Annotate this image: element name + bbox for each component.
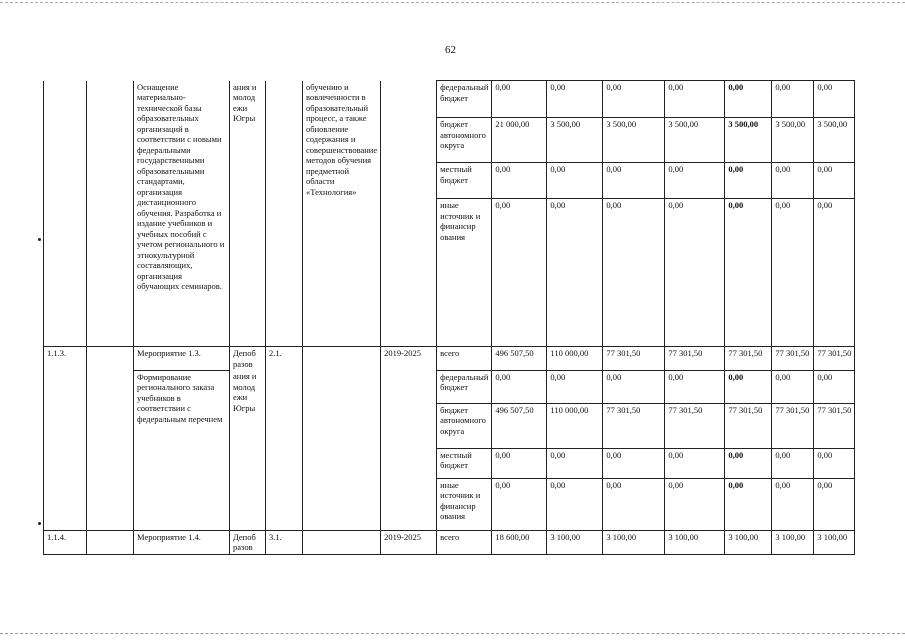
value-cell: 110 000,00 — [547, 347, 603, 371]
value-cell: 0,00 — [772, 163, 814, 199]
source-name: федеральный бюджет — [437, 370, 492, 403]
value-cell: 3 500,00 — [547, 118, 603, 163]
value-cell: 0,00 — [665, 478, 725, 530]
value-total: 496 507,50 — [492, 347, 547, 371]
value-cell: 0,00 — [725, 478, 772, 530]
activity-title: Мероприятие 1.4. — [134, 530, 230, 554]
value-cell: 77 301,50 — [772, 347, 814, 371]
indicator-text — [303, 530, 381, 554]
years-cell: 2019-2025 — [381, 530, 437, 554]
value-cell: 3 100,00 — [814, 530, 855, 554]
scan-dot — [38, 522, 41, 525]
years-cell — [381, 81, 437, 347]
value-cell: 3 500,00 — [814, 118, 855, 163]
value-cell: 0,00 — [603, 81, 665, 118]
value-cell: 0,00 — [814, 81, 855, 118]
value-cell: 0,00 — [725, 199, 772, 347]
value-cell: 110 000,00 — [547, 403, 603, 448]
value-cell: 0,00 — [547, 163, 603, 199]
value-cell: 3 100,00 — [772, 530, 814, 554]
value-cell: 77 301,50 — [814, 347, 855, 371]
scan-edge-top — [0, 2, 905, 3]
source-name: иные источник и финансир ования — [437, 199, 492, 347]
indicator-text: обучению и вовлеченности в образовательный процесс, а также обновление содержания и совершенствование методов обучения предметной области «Технология» — [303, 81, 381, 347]
source-name: местный бюджет — [437, 448, 492, 478]
executor: Депоб разов — [230, 347, 266, 371]
value-cell: 77 301,50 — [814, 403, 855, 448]
value-cell: 0,00 — [603, 199, 665, 347]
value-cell: 0,00 — [814, 448, 855, 478]
value-cell: 77 301,50 — [725, 403, 772, 448]
source-name: иные источник и финансир ования — [437, 478, 492, 530]
value-total: 21 000,00 — [492, 118, 547, 163]
row-number-cell: 1.1.3. — [44, 347, 87, 531]
value-total: 0,00 — [492, 448, 547, 478]
value-cell: 0,00 — [603, 370, 665, 403]
indicator-text — [303, 347, 381, 531]
source-name: местный бюджет — [437, 163, 492, 199]
table-row — [44, 347, 855, 371]
value-cell: 0,00 — [603, 448, 665, 478]
row-number-cell — [44, 81, 87, 347]
value-cell: 0,00 — [814, 370, 855, 403]
value-cell: 0,00 — [603, 163, 665, 199]
value-total: 0,00 — [492, 199, 547, 347]
value-cell: 0,00 — [814, 163, 855, 199]
value-total: 0,00 — [492, 81, 547, 118]
value-cell: 3 100,00 — [547, 530, 603, 554]
value-cell: 0,00 — [725, 163, 772, 199]
years-cell: 2019-2025 — [381, 347, 437, 531]
value-cell: 0,00 — [772, 199, 814, 347]
value-cell: 0,00 — [547, 81, 603, 118]
value-cell: 3 500,00 — [603, 118, 665, 163]
value-cell: 0,00 — [603, 478, 665, 530]
value-cell: 0,00 — [772, 478, 814, 530]
value-total: 0,00 — [492, 163, 547, 199]
executor: ания и молод ежи Югры — [230, 81, 266, 347]
value-cell: 0,00 — [665, 199, 725, 347]
source-name: всего — [437, 347, 492, 371]
value-cell: 77 301,50 — [665, 347, 725, 371]
executor: ания и молод ежи Югры — [230, 370, 266, 530]
value-cell: 77 301,50 — [665, 403, 725, 448]
value-cell: 3 500,00 — [725, 118, 772, 163]
value-cell: 0,00 — [814, 199, 855, 347]
executor: Депоб разов — [230, 530, 266, 554]
source-name: бюджет автономного округа — [437, 118, 492, 163]
value-cell: 0,00 — [665, 81, 725, 118]
link-cell — [266, 81, 303, 347]
value-cell: 0,00 — [665, 370, 725, 403]
value-cell: 0,00 — [725, 81, 772, 118]
value-cell: 3 100,00 — [603, 530, 665, 554]
value-cell: 0,00 — [665, 448, 725, 478]
scan-dot — [38, 238, 41, 241]
activity-name: Оснащение материально-технической базы образовательных организаций в соответствии с новыми федеральными государственными образовательными стандартами, организация дистанционного обучения. Разработка и издание учебников и учебных пособий с учетом регионального и этнокультурной составляющих, организация обучающих семинаров. — [134, 81, 230, 347]
value-cell: 77 301,50 — [603, 347, 665, 371]
row-number-cell: 1.1.4. — [44, 530, 87, 554]
value-cell: 3 100,00 — [665, 530, 725, 554]
value-cell: 77 301,50 — [603, 403, 665, 448]
link-cell: 2.1. — [266, 347, 303, 531]
value-cell: 3 500,00 — [665, 118, 725, 163]
page-number: 62 — [445, 44, 456, 56]
value-total: 18 600,00 — [492, 530, 547, 554]
empty-cell — [87, 347, 134, 531]
source-name: федеральный бюджет — [437, 81, 492, 118]
funding-table — [43, 80, 855, 555]
value-cell: 0,00 — [547, 370, 603, 403]
empty-cell — [87, 530, 134, 554]
value-cell: 0,00 — [547, 448, 603, 478]
activity-name: Формирование регионального заказа учебников в соответствии с федеральным перечнем — [134, 370, 230, 530]
value-cell: 3 100,00 — [725, 530, 772, 554]
value-cell: 0,00 — [772, 81, 814, 118]
value-cell: 77 301,50 — [725, 347, 772, 371]
value-cell: 0,00 — [725, 448, 772, 478]
scan-edge-bottom — [0, 633, 905, 634]
value-cell: 0,00 — [814, 478, 855, 530]
link-cell: 3.1. — [266, 530, 303, 554]
value-cell: 0,00 — [725, 370, 772, 403]
value-total: 496 507,50 — [492, 403, 547, 448]
value-total: 0,00 — [492, 478, 547, 530]
value-cell: 0,00 — [772, 448, 814, 478]
value-cell: 3 500,00 — [772, 118, 814, 163]
source-name: бюджет автономного округа — [437, 403, 492, 448]
value-cell: 0,00 — [547, 199, 603, 347]
table-row — [44, 81, 855, 118]
empty-cell — [87, 81, 134, 347]
source-name: всего — [437, 530, 492, 554]
activity-title: Мероприятие 1.3. — [134, 347, 230, 371]
value-total: 0,00 — [492, 370, 547, 403]
value-cell: 77 301,50 — [772, 403, 814, 448]
value-cell: 0,00 — [772, 370, 814, 403]
table-row — [44, 530, 855, 554]
table-row — [44, 370, 855, 403]
value-cell: 0,00 — [665, 163, 725, 199]
value-cell: 0,00 — [547, 478, 603, 530]
